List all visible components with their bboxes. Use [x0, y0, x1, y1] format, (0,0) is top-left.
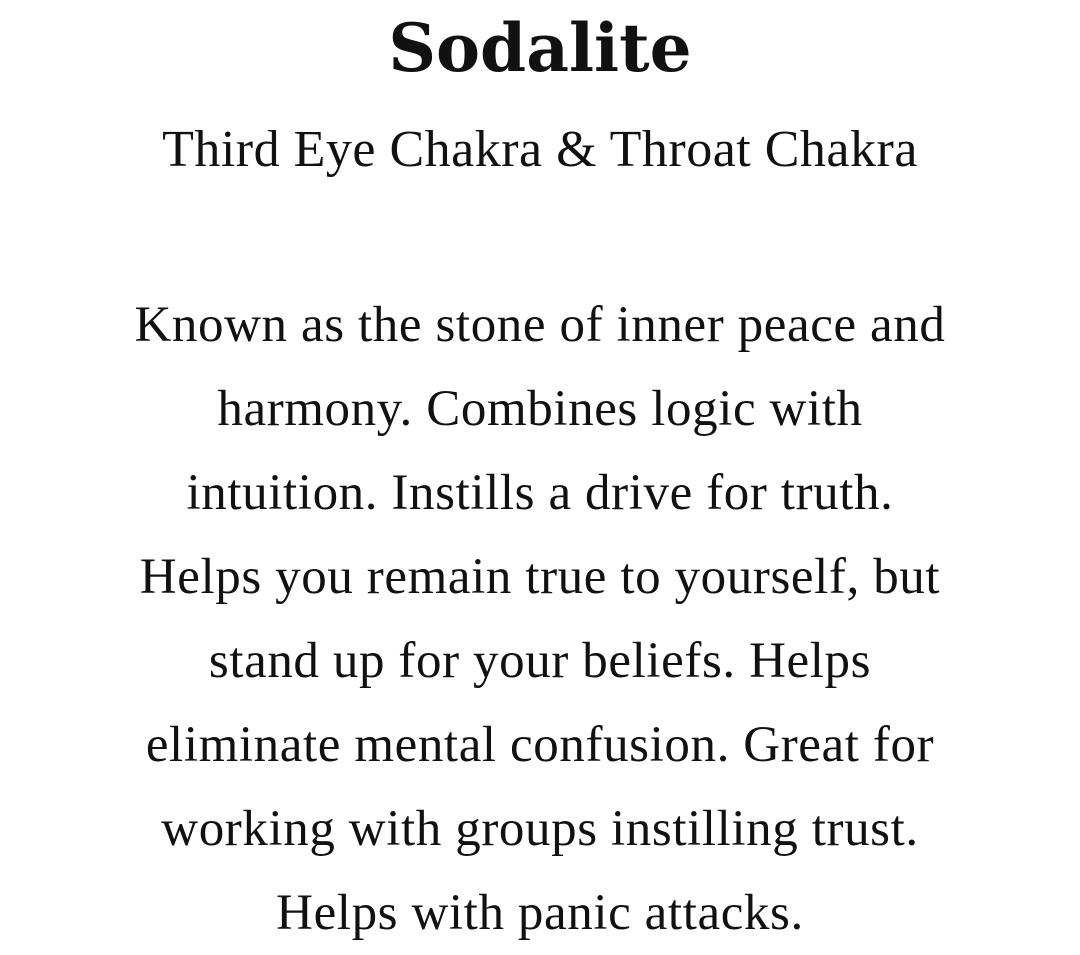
description-line: eliminate mental confusion. Great for — [145, 717, 935, 773]
page-subtitle: Third Eye Chakra & Throat Chakra — [162, 121, 918, 178]
page-title: Sodalite — [388, 9, 692, 87]
description-line: Helps with panic attacks. — [276, 885, 804, 941]
description-line: intuition. Instills a drive for truth. — [186, 465, 894, 521]
description-line: Known as the stone of inner peace and — [134, 297, 946, 353]
description-paragraph — [0, 283, 1080, 955]
description-line: Helps you remain true to yourself, but — [139, 549, 941, 605]
description-line: stand up for your beliefs. Helps — [208, 633, 872, 689]
description-line: harmony. Combines logic with — [217, 381, 863, 437]
description-line: working with groups instilling trust. — [161, 801, 919, 857]
